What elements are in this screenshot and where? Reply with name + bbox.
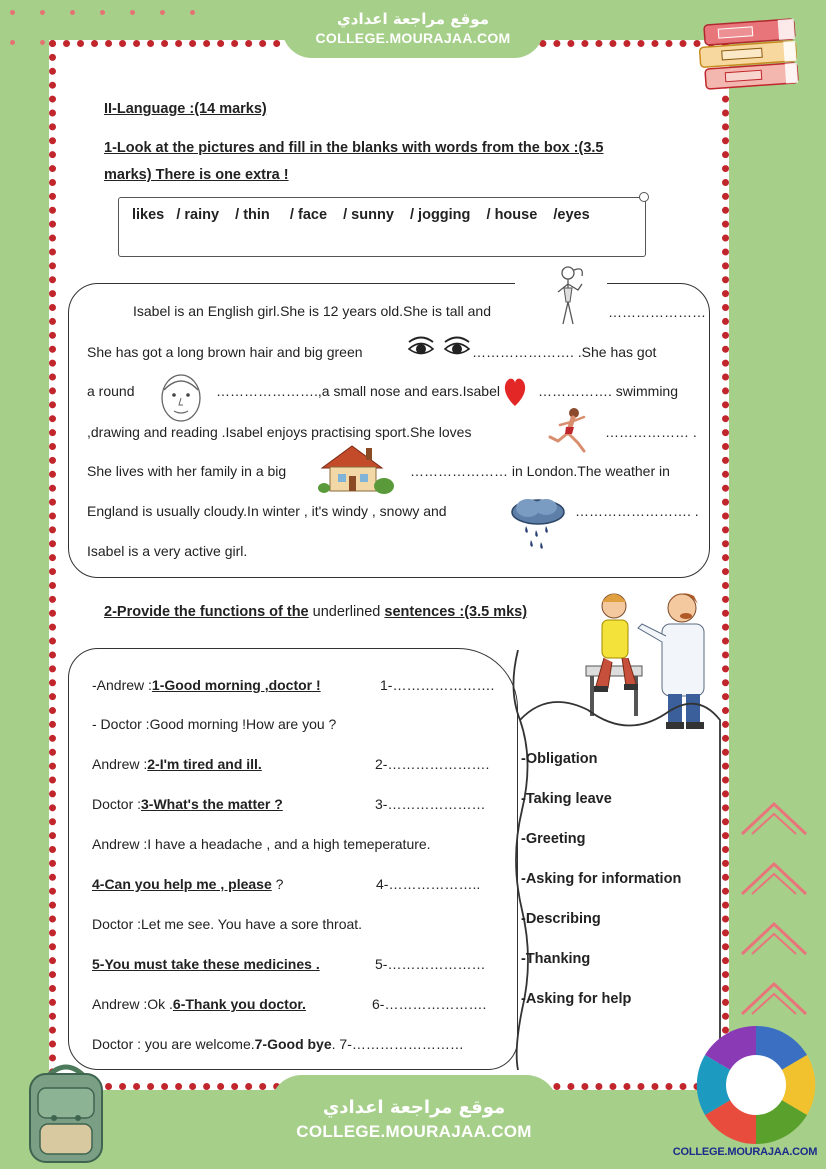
text-line-6: England is usually cloudy.In winter , it's windy , snowy and bbox=[87, 503, 447, 519]
text-line-1: Isabel is an English girl.She is 12 years old.She is tall and bbox=[133, 303, 491, 319]
dialogue-line-6: 4-Can you help me , please ? bbox=[92, 876, 284, 892]
site-banner-bottom[interactable] bbox=[270, 1075, 558, 1169]
exercise2-instruction: 2-Provide the functions of the underlined sentences :(3.5 mks) bbox=[104, 604, 528, 620]
site-domain[interactable]: COLLEGE.MOURAJAA.COM bbox=[296, 1122, 532, 1141]
answer-4[interactable]: 4-……………….. bbox=[376, 876, 481, 892]
blank-7[interactable]: ……………………. . bbox=[575, 503, 699, 519]
round-face-icon bbox=[156, 368, 206, 426]
answer-3[interactable]: 3-………………… bbox=[375, 796, 486, 812]
site-banner-top[interactable] bbox=[282, 0, 544, 58]
blank-5[interactable]: ……………… . bbox=[605, 424, 697, 440]
word-box bbox=[118, 197, 646, 257]
dialogue-line-7: Doctor :Let me see. You have a sore throat. bbox=[92, 916, 363, 932]
school-bag-icon bbox=[18, 1058, 114, 1166]
dialogue-line-9: Andrew :Ok .6-Thank you doctor. bbox=[92, 996, 306, 1012]
blank-3-text[interactable]: ………………….,a small nose and ears.Isabel bbox=[216, 383, 500, 399]
text-line-5: She lives with her family in a big bbox=[87, 463, 287, 479]
dialogue-line-10: Doctor : you are welcome.7-Good bye. 7-…………………… bbox=[92, 1036, 464, 1052]
site-name-arabic: موقع مراجعة اعدادي bbox=[337, 10, 489, 28]
blank-2[interactable]: …………………. .She has got bbox=[472, 344, 657, 360]
rain-cloud-icon bbox=[508, 496, 568, 558]
text-line-2: She has got a long brown hair and big green bbox=[87, 344, 363, 360]
answer-2[interactable]: 2-…………………. bbox=[375, 756, 490, 772]
function-item: -Taking leave bbox=[521, 791, 612, 807]
eyes-icon bbox=[405, 334, 475, 364]
function-item: -Describing bbox=[521, 911, 601, 927]
site-domain[interactable]: COLLEGE.MOURAJAA.COM bbox=[315, 30, 511, 46]
text-line-3a: a round bbox=[87, 383, 135, 399]
function-item: -Asking for information bbox=[521, 871, 682, 887]
function-item: -Greeting bbox=[521, 831, 586, 847]
site-name-arabic: موقع مراجعة اعدادي bbox=[322, 1097, 506, 1118]
dialogue-line-8: 5-You must take these medicines . bbox=[92, 956, 320, 972]
heart-icon bbox=[502, 374, 528, 408]
chevron-up-icon bbox=[738, 918, 810, 958]
house-icon bbox=[318, 442, 398, 497]
college-logo-text[interactable]: COLLEGE.MOURAJAA.COM bbox=[672, 1146, 818, 1158]
chevron-up-icon bbox=[738, 858, 810, 898]
text-line-4: ,drawing and reading .Isabel enjoys practising sport.She loves bbox=[87, 424, 472, 440]
text-line-7: Isabel is a very active girl. bbox=[87, 543, 248, 559]
chevron-up-icon bbox=[738, 798, 810, 838]
chevron-up-icon bbox=[738, 978, 810, 1018]
thin-girl-icon bbox=[548, 262, 594, 328]
exercise1-instruction-line2: marks) There is one extra ! bbox=[104, 167, 289, 183]
blank-6-text[interactable]: ………………… in London.The weather in bbox=[410, 463, 670, 479]
blank-4-text[interactable]: ……………. swimming bbox=[538, 383, 679, 399]
answer-1[interactable]: 1-…………………. bbox=[380, 677, 495, 693]
blank-1[interactable]: ………………… bbox=[608, 304, 706, 320]
section-title: II-Language :(14 marks) bbox=[104, 101, 267, 117]
dialogue-line-5: Andrew :I have a headache , and a high temeperature. bbox=[92, 836, 431, 852]
function-item: -Obligation bbox=[521, 751, 598, 767]
jogging-girl-icon bbox=[540, 405, 600, 455]
function-item: -Thanking bbox=[521, 951, 591, 967]
word-box-words: likes / rainy / thin / face / sunny / jogging / house /eyes bbox=[132, 207, 590, 223]
exercise1-instruction-line1: 1-Look at the pictures and fill in the blanks with words from the box :(3.5 bbox=[104, 140, 604, 156]
answer-5[interactable]: 5-………………… bbox=[375, 956, 486, 972]
dialogue-line-4: Doctor :3-What's the matter ? bbox=[92, 796, 283, 812]
college-logo-wheel-icon bbox=[693, 1022, 819, 1148]
dialogue-line-2: - Doctor :Good morning !How are you ? bbox=[92, 716, 337, 732]
answer-6[interactable]: 6-…………………. bbox=[372, 996, 487, 1012]
dialogue-line-3: Andrew :2-I'm tired and ill. bbox=[92, 756, 262, 772]
dialogue-line-1: -Andrew :1-Good morning ,doctor ! bbox=[92, 677, 321, 693]
function-item: -Asking for help bbox=[521, 991, 632, 1007]
